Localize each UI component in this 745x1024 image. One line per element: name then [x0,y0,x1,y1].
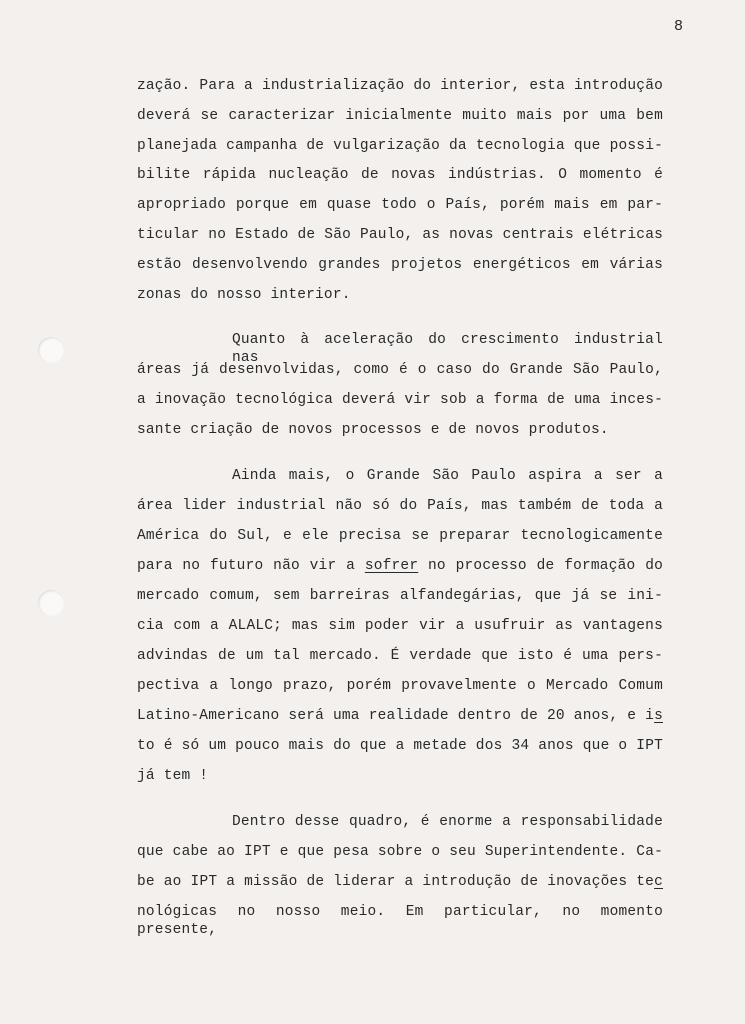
punch-hole [38,590,64,616]
underlined-letter: c [654,874,663,890]
text-line [137,557,663,575]
text-line: cia com a ALALC; mas sim poder vir a usufruir as vantagens [137,618,663,634]
text-segment: para no futuro não vir a [137,558,365,574]
text-line: advindas de um tal mercado. É verdade que isto é uma pers- [137,648,663,664]
text-line: América do Sul, e ele precisa se preparar tecnologicamente [137,528,663,544]
text-line: sante criação de novos processos e de novos produtos. [137,422,609,438]
text-segment: no processo de formação do [418,558,663,574]
text-line: zação. Para a industrialização do interior, esta introdução [137,78,663,94]
text-line: mercado comum, sem barreiras alfandegárias, que já se ini- [137,588,663,604]
text-line: deverá se caracterizar inicialmente muito mais por uma bem [137,108,663,124]
text-line: Ainda mais, o Grande São Paulo aspira a ser a [232,468,663,484]
text-line: estão desenvolvendo grandes projetos energéticos em várias [137,257,663,273]
page-number: 8 [674,18,684,35]
text-line: pectiva a longo prazo, porém provavelmente o Mercado Comum [137,678,663,694]
text-segment: Latino-Americano será uma realidade dentro de 20 anos, e i [137,708,655,724]
text-line: ticular no Estado de São Paulo, as novas centrais elétricas [137,227,663,243]
text-line: to é só um pouco mais do que a metade dos 34 anos que o IPT [137,738,663,754]
text-line: a inovação tecnológica deverá vir sob a forma de uma inces- [137,392,663,408]
text-line: nológicas no nosso meio. Em particular, no momento presente, [137,904,663,938]
text-line: áreas já desenvolvidas, como é o caso do Grande São Paulo, [137,362,663,378]
text-line [137,707,663,725]
text-line: bilite rápida nucleação de novas indústrias. O momento é [137,167,663,183]
underlined-letter: s [654,708,663,724]
text-line [137,873,663,891]
underlined-word: sofrer [364,558,419,574]
text-line: apropriado porque em quase todo o País, porém mais em par- [137,197,663,213]
text-line: área lider industrial não só do País, mas também de toda a [137,498,663,514]
text-line: zonas do nosso interior. [137,287,351,303]
punch-hole [38,337,64,363]
text-line: que cabe ao IPT e que pesa sobre o seu Superintendente. Ca- [137,844,663,860]
text-line: já tem ! [137,768,209,784]
text-segment: be ao IPT a missão de liderar a introdução de inovações te [137,874,655,890]
text-line: Dentro desse quadro, é enorme a responsabilidade [232,814,663,830]
text-line: planejada campanha de vulgarização da tecnologia que possi- [137,138,663,154]
text-line: Quanto à aceleração do crescimento industrial nas [232,332,663,366]
